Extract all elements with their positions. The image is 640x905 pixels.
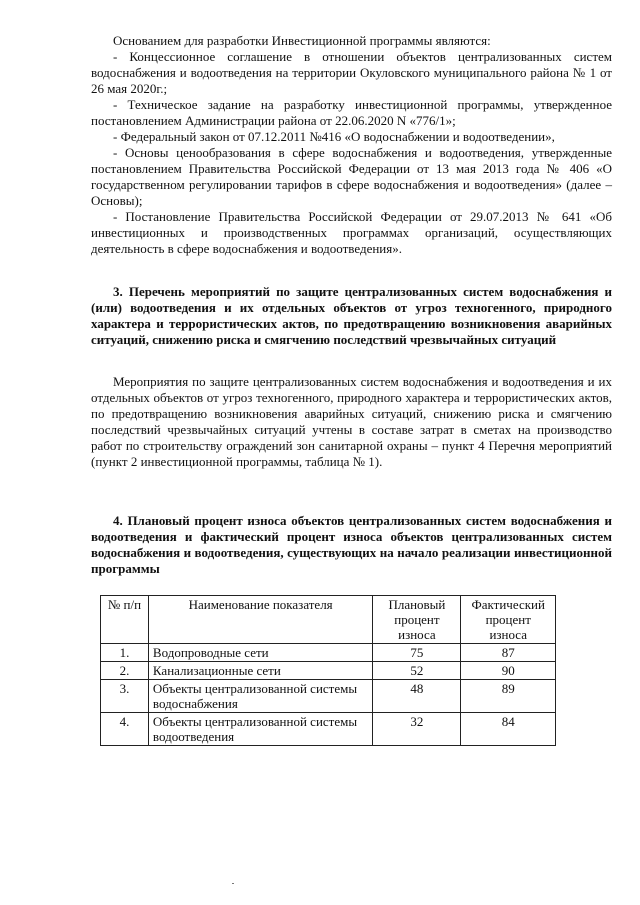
- document-content: [91, 33, 612, 746]
- section-4-title: 4. Плановый процент износа объектов централизованных систем водоснабжения и водоотведения и фактический процент износа объектов централизованных систем водоснабжения и водоотведения, существующих на начало реализации инвестиционной программы: [91, 513, 612, 576]
- table-row: [101, 644, 556, 662]
- table-header-row: [101, 596, 556, 644]
- header-actual-wear: Фактический процент износа: [461, 596, 556, 644]
- header-indicator-name: Наименование показателя: [148, 596, 372, 644]
- intro-item: - Техническое задание на разработку инвестиционной программы, утвержденное постановлением Администрации района от 22.06.2020 N «776/1»;: [91, 97, 612, 128]
- row-actual: 87: [461, 644, 556, 662]
- row-number: 2.: [101, 662, 149, 680]
- row-name: Канализационные сети: [148, 662, 372, 680]
- intro-item: - Федеральный закон от 07.12.2011 №416 «О водоснабжении и водоотведении»,: [113, 129, 555, 144]
- row-name: Объекты централизованной системы водоснабжения: [148, 680, 372, 713]
- table-row: [101, 662, 556, 680]
- section-3-body: Мероприятия по защите централизованных систем водоснабжения и водоотведения и их отдельных объектов от угроз техногенного, природного характера и террористических актов, по предотвращению возникновения аварийных ситуаций, снижению риска и смягчению последствий чрезвычайных ситуаций учтены в составе затрат в сметах на производство работ по строительству ограждений зон санитарной охраны – пункт 4 Перечня мероприятий (пункт 2 инвестиционной программы, таблица № 1).: [91, 374, 612, 469]
- row-actual: 84: [461, 713, 556, 746]
- row-planned: 48: [373, 680, 461, 713]
- row-planned: 75: [373, 644, 461, 662]
- wear-percent-table: [100, 595, 556, 746]
- intro-item: - Основы ценообразования в сфере водоснабжения и водоотведения, утвержденные постановлением Правительства Российской Федерации от 13 мая 2013 года № 406 «О государственном регулировании тарифов в сфере водоснабжения и водоотведения» (далее – Основы);: [91, 145, 612, 208]
- intro-item: - Концессионное соглашение в отношении объектов централизованных систем водоснабжения и водоотведения на территории Окуловского муниципального района № 1 от 26 мая 2020г.;: [91, 49, 612, 96]
- row-number: 4.: [101, 713, 149, 746]
- row-planned: 52: [373, 662, 461, 680]
- header-planned-wear: Плановый процент износа: [373, 596, 461, 644]
- row-name: Водопроводные сети: [148, 644, 372, 662]
- section-3-title: 3. Перечень мероприятий по защите централизованных систем водоснабжения и (или) водоотведения и их отдельных объектов от угроз техногенного, природного характера и террористических актов, по предотвращению возникновения аварийных ситуаций, снижению риска и смягчению последствий чрезвычайных ситуаций: [91, 284, 612, 347]
- table-row: [101, 713, 556, 746]
- row-planned: 32: [373, 713, 461, 746]
- intro-heading: Основанием для разработки Инвестиционной программы являются:: [113, 33, 491, 48]
- intro-item: - Постановление Правительства Российской Федерации от 29.07.2013 № 641 «Об инвестиционных и производственных программах организаций, осуществляющих деятельность в сфере водоснабжения и водоотведения».: [91, 209, 612, 256]
- row-actual: 90: [461, 662, 556, 680]
- header-number: № п/п: [101, 596, 149, 644]
- row-actual: 89: [461, 680, 556, 713]
- row-number: 3.: [101, 680, 149, 713]
- scan-speck: [232, 883, 234, 884]
- row-number: 1.: [101, 644, 149, 662]
- row-name: Объекты централизованной системы водоотведения: [148, 713, 372, 746]
- wear-table-wrapper: [91, 595, 612, 746]
- table-row: [101, 680, 556, 713]
